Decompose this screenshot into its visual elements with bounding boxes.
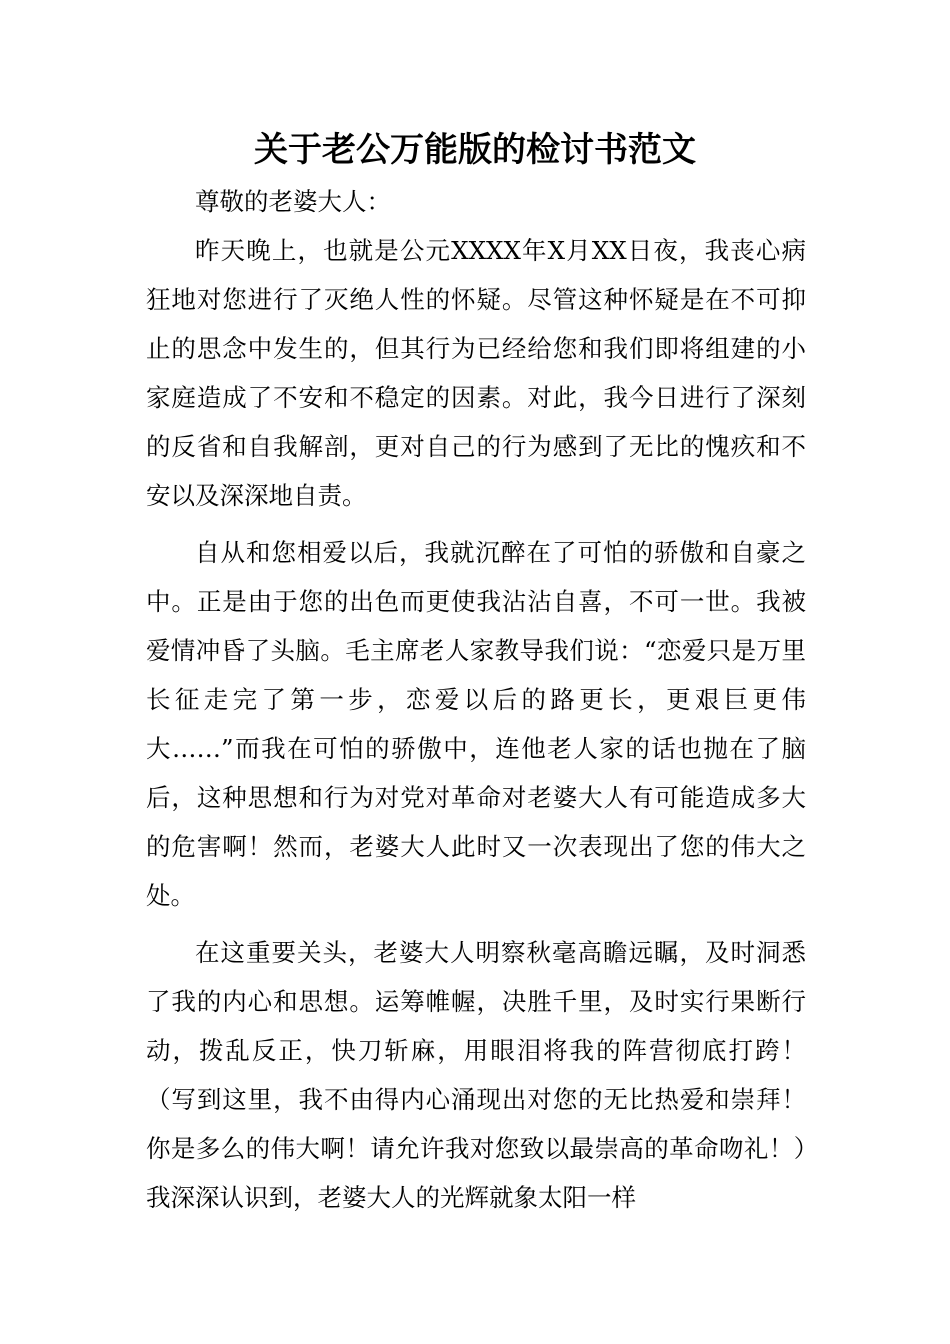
paragraph-2: 自从和您相爱以后，我就沉醉在了可怕的骄傲和自豪之中。正是由于您的出色而更使我沾沾自喜，不可一世。我被爱情冲昏了头脑。毛主席老人家教导我们说：“恋爱只是万里长征走完了第一步，恋爱以后的路更长，更艰巨更伟大……”而我在可怕的骄傲中，连他老人家的话也抛在了脑后，这种思想和行为对党对革命对老婆大人有可能造成多大的危害啊！然而，老婆大人此时又一次表现出了您的伟大之处。	[146, 538, 806, 910]
paragraph-3: 在这重要关头，老婆大人明察秋毫高瞻远瞩，及时洞悉了我的内心和思想。运筹帷幄，决胜千里，及时实行果断行动，拨乱反正，快刀斩麻，用眼泪将我的阵营彻底打跨！（写到这里，我不由得内心涌现出对您的无比热爱和崇拜！你是多么的伟大啊！请允许我对您致以最崇高的革命吻礼！）我深深认识到，老婆大人的光辉就象太阳一样	[146, 938, 806, 1212]
salutation: 尊敬的老婆大人：	[195, 187, 391, 216]
document-body	[146, 177, 806, 1222]
page-title: 关于老公万能版的检讨书范文	[254, 130, 696, 170]
paragraph-1: 昨天晚上，也就是公元XXXX年X月XX日夜，我丧心病狂地对您进行了灭绝人性的怀疑。尽管这种怀疑是在不可抑止的思念中发生的，但其行为已经给您和我们即将组建的小家庭造成了不安和不稳定的因素。对此，我今日进行了深刻的反省和自我解剖，更对自己的行为感到了无比的愧疚和不安以及深深地自责。	[146, 236, 806, 510]
